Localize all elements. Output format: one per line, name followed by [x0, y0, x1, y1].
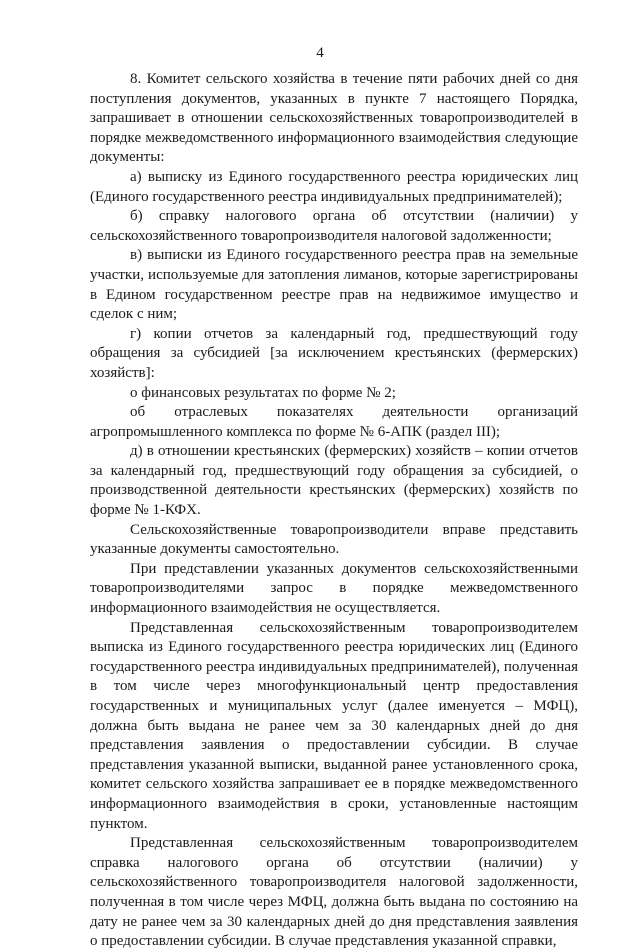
- paragraph-item-b: б) справку налогового органа об отсутствии (наличии) у сельскохозяйственного товаропроизводителя налоговой задолженности;: [90, 208, 578, 244]
- paragraph-item-a: а) выписку из Единого государственного реестра юридических лиц (Единого государственного реестра индивидуальных предпринимателей);: [90, 168, 578, 205]
- paragraph-tax-certificate: Представленная сельскохозяйственным товаропроизводителем справка налогового органа об отсутствии (наличии) у сельскохозяйственного товаропроизводителя налоговой задолженности, полученная в том числе через МФЦ, должна быть выдана по состоянию на дату не ранее чем за 30 календарных дней до дня представления заявления о предоставлении субсидии. В случае представления указанной справки,: [90, 835, 578, 950]
- paragraph-8-intro: 8. Комитет сельского хозяйства в течение пяти рабочих дней со дня поступления документов, указанных в пункте 7 настоящего Порядка, запрашивает в отношении сельскохозяйственных товаропроизводителей в порядке межведомственного информационного взаимодействия следующие документы:: [90, 71, 578, 166]
- paragraph-self-submission: Сельскохозяйственные товаропроизводители вправе представить указанные документы самостоятельно.: [90, 521, 578, 558]
- paragraph-item-g-industry: об отраслевых показателях деятельности организаций агропромышленного комплекса по форме № 6-АПК (раздел III);: [90, 404, 578, 440]
- paragraph-no-request: При представлении указанных документов сельскохозяйственными товаропроизводителями запрос в порядке межведомственного информационного взаимодействия не осуществляется.: [90, 560, 578, 617]
- paragraph-item-g-financial: о финансовых результатах по форме № 2;: [130, 384, 396, 401]
- paragraph-item-d: д) в отношении крестьянских (фермерских) хозяйств – копии отчетов за календарный год, предшествующий году обращения за субсидией, о производственной деятельности крестьянских (фермерских) хозяйств по форме № 1-КФХ.: [90, 443, 578, 519]
- paragraph-item-v: в) выписки из Единого государственного реестра прав на земельные участки, используемые для затопления лиманов, которые зарегистрированы в Едином государственном реестре прав на недвижимое имущество и сделок с ним;: [90, 247, 578, 323]
- paragraph-registry-extract: Представленная сельскохозяйственным товаропроизводителем выписка из Единого государственного реестра юридических лиц (Единого государственного реестра индивидуальных предпринимателей), полученная в том числе через многофункциональный центр предоставления государственных и муниципальных услуг (далее именуется – МФЦ), должна быть выдана не ранее чем за 30 календарных дней до дня представления заявления о предоставлении субсидии. В случае представления указанной выписки, выданной ранее установленного срока, комитет сельского хозяйства запрашивает ее в порядке межведомственного информационного взаимодействия в сроки, установленные настоящим пунктом.: [90, 619, 578, 832]
- paragraph-item-g: г) копии отчетов за календарный год, предшествующий году обращения за субсидией [за исключением крестьянских (фермерских) хозяйств]:: [90, 325, 578, 381]
- page-number: 4: [316, 45, 324, 61]
- document-body: [90, 70, 578, 952]
